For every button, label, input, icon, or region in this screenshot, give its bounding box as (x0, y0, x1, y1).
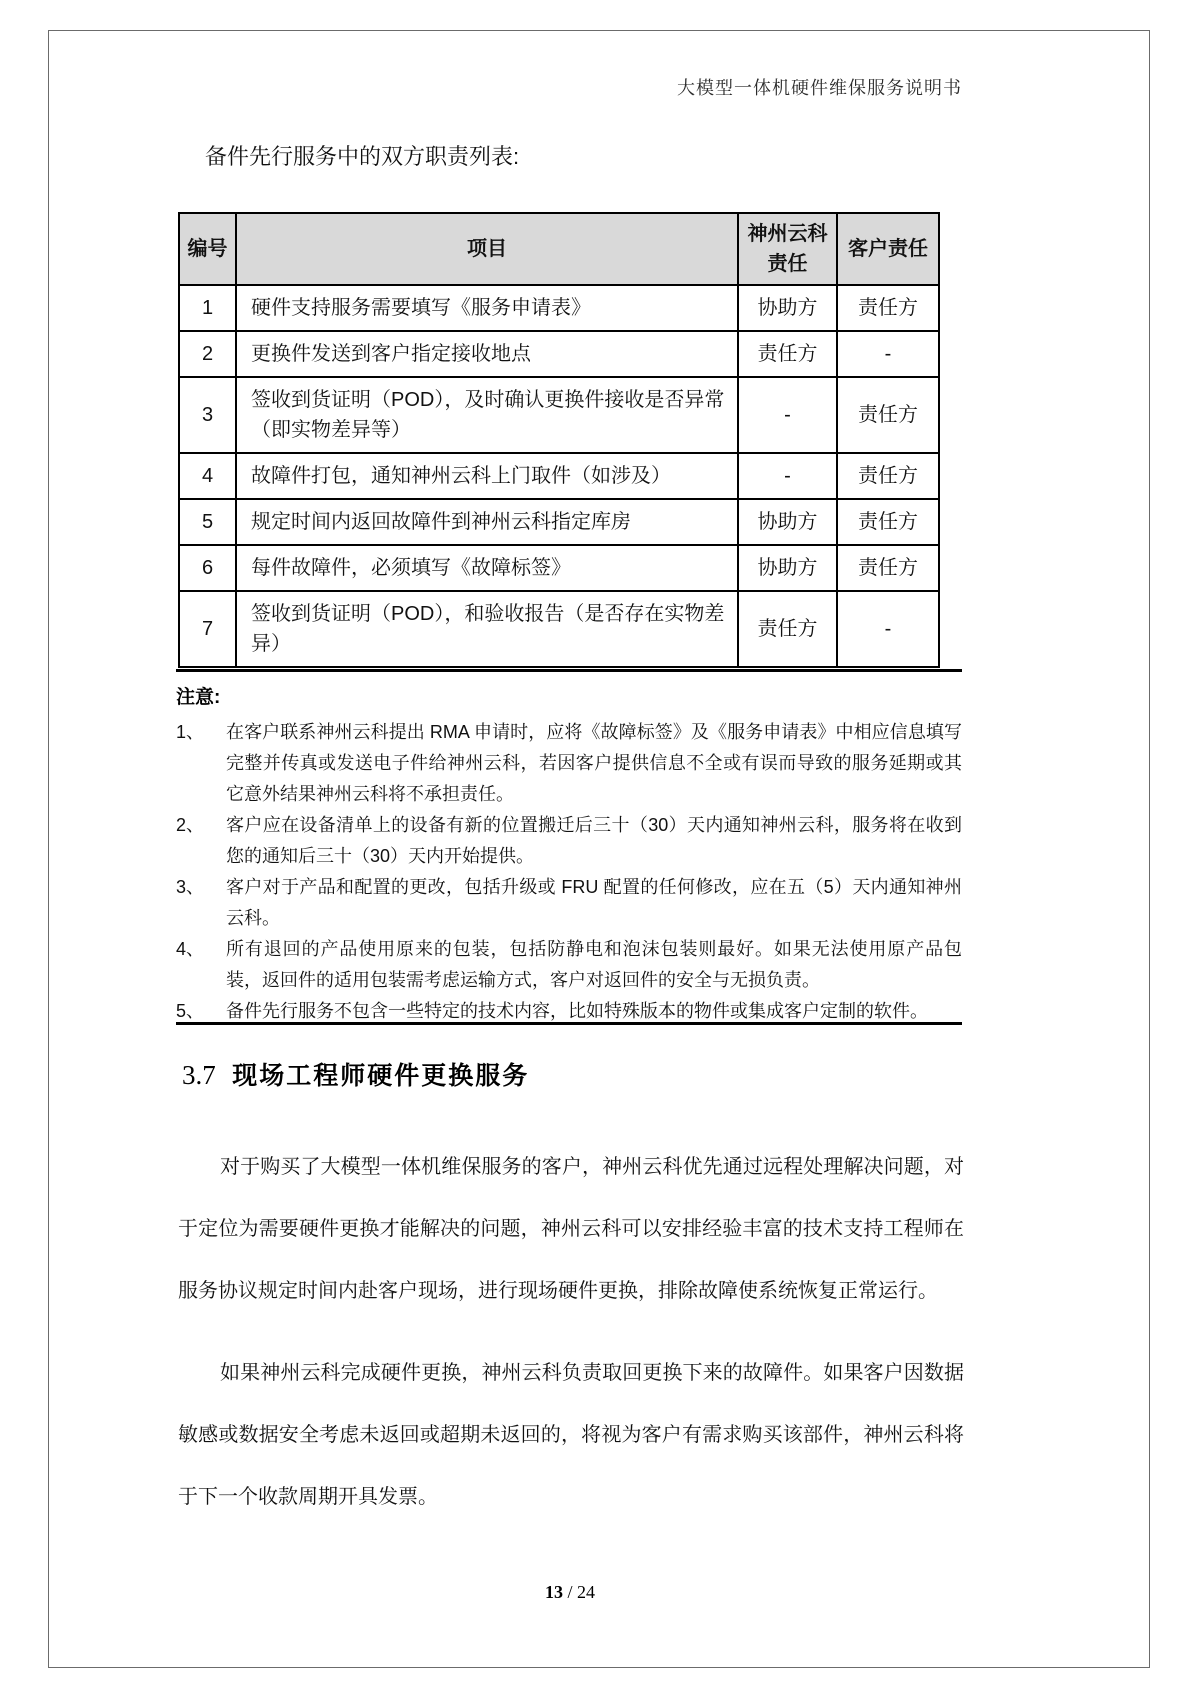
note-text: 在客户联系神州云科提出 RMA 申请时，应将《故障标签》及《服务申请表》中相应信息填写完整并传真或发送电子件给神州云科，若因客户提供信息不全或有误而导致的服务延期或其它意外结果神州云科将不承担责任。 (226, 722, 962, 804)
note-number: 5、 (176, 1001, 205, 1021)
body-paragraph-1: 对于购买了大模型一体机维保服务的客户，神州云科优先通过远程处理解决问题，对于定位为需要硬件更换才能解决的问题，神州云科可以安排经验丰富的技术支持工程师在服务协议规定时间内赴客户现场，进行现场硬件更换，排除故障使系统恢复正常运行。 (178, 1156, 964, 1302)
col-header-vendor-line2: 责任 (767, 253, 808, 275)
section-heading (182, 1056, 529, 1092)
table-row (179, 591, 939, 667)
note-number: 1、 (176, 722, 205, 742)
note-text: 备件先行服务不包含一些特定的技术内容，比如特殊版本的物件或集成客户定制的软件。 (226, 1001, 928, 1021)
note-item (176, 717, 962, 810)
col-header-vendor-line1: 神州云科 (747, 223, 828, 245)
col-header-item: 项目 (236, 213, 738, 285)
cell-vendor: 责任方 (738, 591, 837, 667)
document-header-title: 大模型一体机硬件维保服务说明书 (677, 78, 962, 98)
cell-vendor: 责任方 (738, 331, 837, 377)
note-text: 客户应在设备清单上的设备有新的位置搬迁后三十（30）天内通知神州云科，服务将在收到您的通知后三十（30）天内开始提供。 (226, 815, 962, 866)
table-header-row (179, 213, 939, 285)
note-number: 4、 (176, 939, 205, 959)
notes-top-divider (176, 669, 962, 672)
note-text: 客户对于产品和配置的更改，包括升级或 FRU 配置的任何修改，应在五（5）天内通知神州云科。 (226, 877, 962, 928)
cell-no: 1 (179, 285, 236, 331)
cell-vendor: 协助方 (738, 499, 837, 545)
col-header-customer: 客户责任 (837, 213, 939, 285)
notes-label: 注意: (176, 687, 221, 708)
section-title: 现场工程师硬件更换服务 (232, 1062, 530, 1090)
table-row (179, 545, 939, 591)
col-header-vendor (738, 213, 837, 285)
section-number: 3.7 (182, 1060, 216, 1090)
body-paragraph-2: 如果神州云科完成硬件更换，神州云科负责取回更换下来的故障件。如果客户因数据敏感或数据安全考虑未返回或超期未返回的，将视为客户有需求购买该部件，神州云科将于下一个收款周期开具发票。 (178, 1362, 964, 1508)
col-header-no: 编号 (179, 213, 236, 285)
note-item (176, 810, 962, 872)
cell-no: 7 (179, 591, 236, 667)
table-caption: 备件先行服务中的双方职责列表: (205, 144, 520, 169)
cell-item: 签收到货证明（POD），及时确认更换件接收是否异常（即实物差异等） (236, 377, 738, 453)
cell-customer: 责任方 (837, 285, 939, 331)
cell-customer: 责任方 (837, 545, 939, 591)
notes-section (176, 682, 962, 1027)
cell-no: 5 (179, 499, 236, 545)
note-number: 2、 (176, 815, 205, 835)
cell-no: 2 (179, 331, 236, 377)
cell-item: 故障件打包，通知神州云科上门取件（如涉及） (236, 453, 738, 499)
current-page-number: 13 (544, 1582, 563, 1602)
page-number-footer (178, 1582, 962, 1603)
cell-item: 签收到货证明（POD），和验收报告（是否存在实物差异） (236, 591, 738, 667)
cell-customer: - (837, 331, 939, 377)
table-row (179, 453, 939, 499)
note-text: 所有退回的产品使用原来的包装，包括防静电和泡沫包装则最好。如果无法使用原产品包装，返回件的适用包装需考虑运输方式，客户对返回件的安全与无损负责。 (226, 939, 962, 990)
note-item (176, 934, 962, 996)
cell-vendor: - (738, 377, 837, 453)
table-row (179, 331, 939, 377)
cell-item: 每件故障件，必须填写《故障标签》 (236, 545, 738, 591)
cell-customer: - (837, 591, 939, 667)
table-row (179, 285, 939, 331)
cell-customer: 责任方 (837, 377, 939, 453)
cell-vendor: - (738, 453, 837, 499)
cell-item: 更换件发送到客户指定接收地点 (236, 331, 738, 377)
cell-no: 4 (179, 453, 236, 499)
note-number: 3、 (176, 877, 205, 897)
note-item (176, 872, 962, 934)
page-number-separator: / (567, 1582, 573, 1602)
cell-item: 硬件支持服务需要填写《服务申请表》 (236, 285, 738, 331)
responsibility-table (178, 212, 940, 668)
cell-customer: 责任方 (837, 499, 939, 545)
cell-customer: 责任方 (837, 453, 939, 499)
cell-vendor: 协助方 (738, 545, 837, 591)
table-row (179, 499, 939, 545)
notes-bottom-divider (176, 1022, 962, 1025)
cell-no: 6 (179, 545, 236, 591)
cell-item: 规定时间内返回故障件到神州云科指定库房 (236, 499, 738, 545)
cell-no: 3 (179, 377, 236, 453)
total-page-count: 24 (577, 1582, 595, 1602)
cell-vendor: 协助方 (738, 285, 837, 331)
table-row (179, 377, 939, 453)
